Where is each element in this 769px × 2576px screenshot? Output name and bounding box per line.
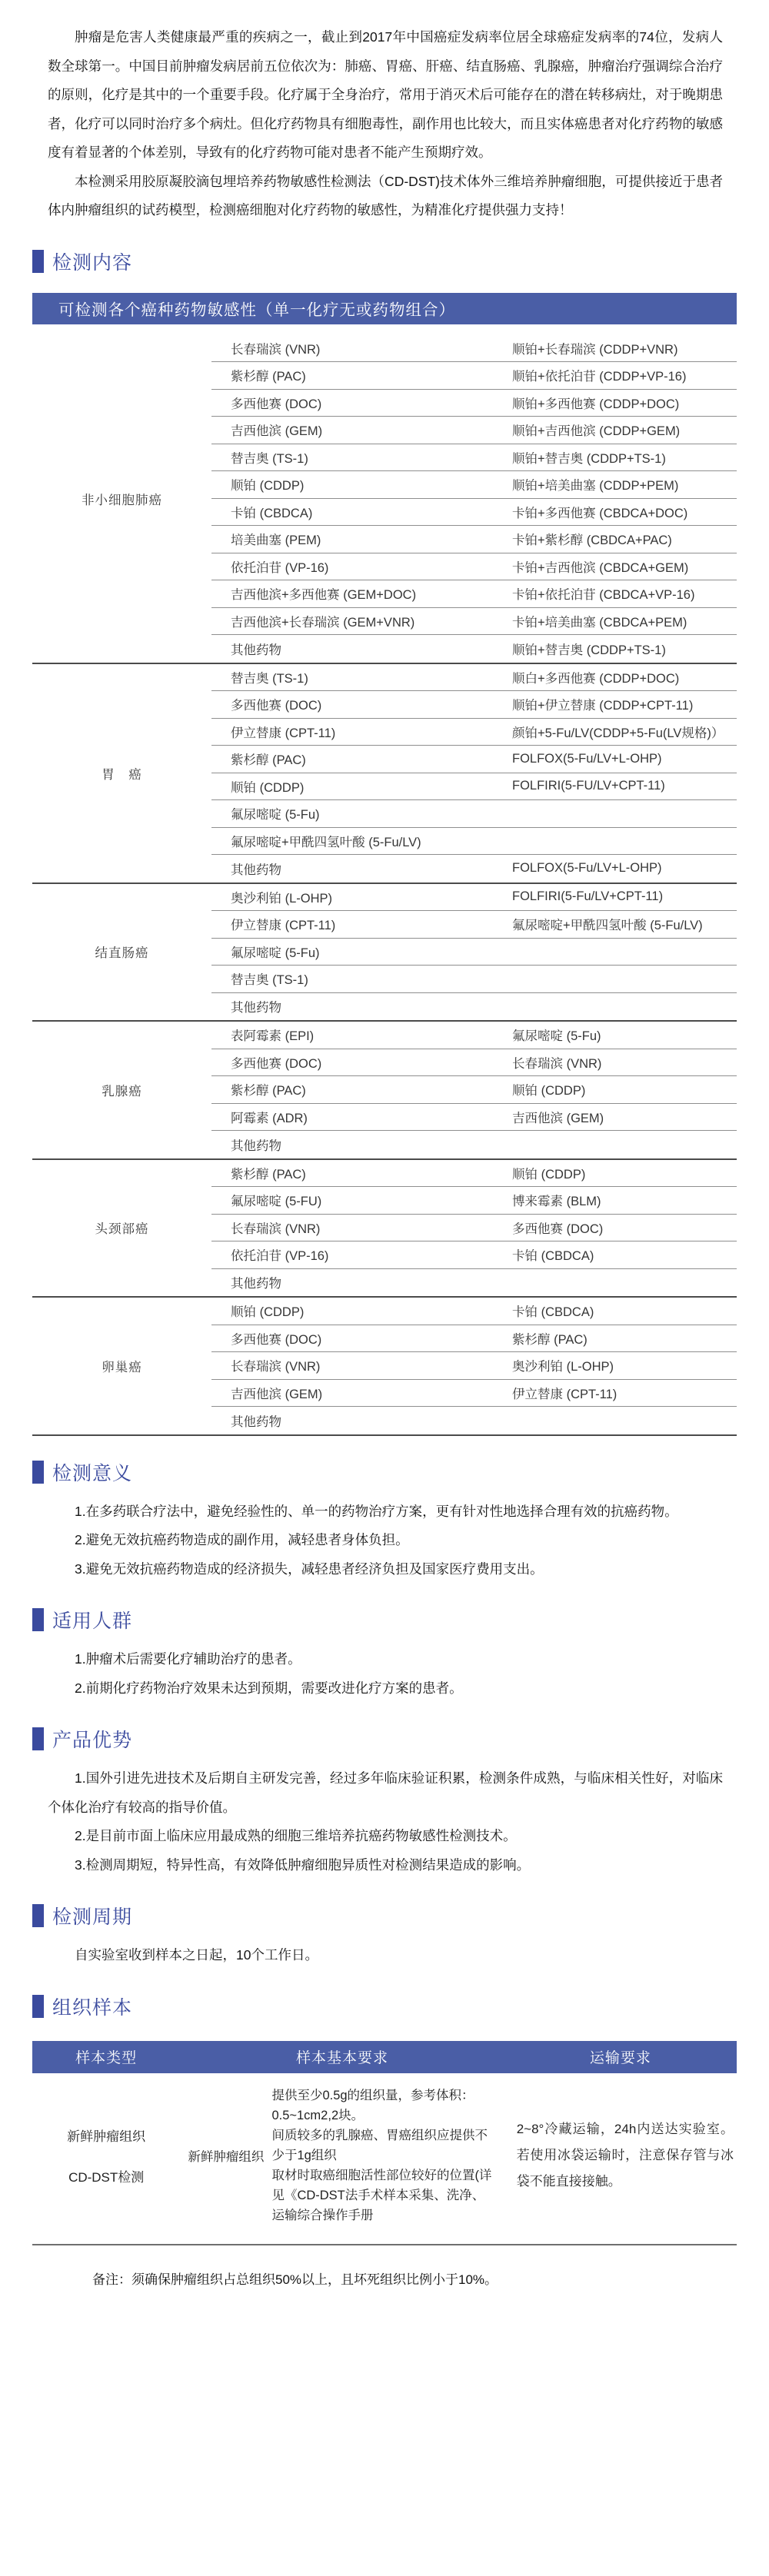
significance-item: 2.避免无效抗癌药物造成的副作用，减轻患者身体负担。 — [75, 1532, 409, 1547]
drug-table-row — [211, 390, 737, 417]
drug-single-cell: 奥沙利铂 (L-OHP) — [231, 891, 332, 906]
sample-requirement-line: 提供至少0.5g的组织量，参考体积： — [271, 2088, 474, 2102]
drug-table-row — [211, 719, 737, 746]
drug-combo-cell: 卡铂+依托泊苷 (CBDCA+VP-16) — [512, 588, 695, 603]
advantages-item: 3.检测周期短，特异性高，有效降低肿瘤细胞异质性对检测结果造成的影响。 — [75, 1856, 531, 1873]
drug-single-cell: 顺铂 (CDDP) — [231, 479, 305, 494]
drug-single-cell: 替吉奥 (TS-1) — [231, 671, 308, 686]
drug-single-cell: 氟尿嘧啶+甲酰四氢叶酸 (5-Fu/LV) — [231, 835, 421, 849]
drug-table-row — [211, 1022, 737, 1049]
drug-table-row — [211, 1325, 737, 1353]
drug-single-cell: 长春瑞滨 (VNR) — [231, 342, 321, 357]
drug-table-banner-text: 可检测各个癌种药物敏感性（单一化疗无或药物组合） — [58, 301, 455, 319]
drug-table-row — [211, 471, 737, 499]
drug-table-row — [211, 800, 737, 828]
drug-table-row — [211, 1049, 737, 1077]
drug-table-row — [211, 1104, 737, 1132]
sample-type-line1: 新鲜肿瘤组织 — [67, 2129, 146, 2144]
drug-table-row — [211, 608, 737, 636]
drug-table-row — [211, 773, 737, 801]
drug-combo-cell: 卡铂+多西他赛 (CBDCA+DOC) — [512, 506, 688, 520]
cancer-group — [32, 1020, 737, 1158]
drug-table-row — [211, 1241, 737, 1269]
section-title-text: 检测意义 — [52, 1462, 133, 1484]
sample-requirement-line: 取材时取癌细胞活性部位较好的位置(详见《CD-DST法手术样本采集、洗净、运输综合操作手册 — [271, 2168, 492, 2222]
section-title-audience — [32, 1608, 737, 1631]
section-title-text: 适用人群 — [52, 1610, 133, 1632]
drug-table-row — [211, 746, 737, 773]
sample-subtype-cell — [180, 2086, 271, 2225]
drug-table-row — [211, 1407, 737, 1434]
drug-single-cell: 氟尿嘧啶 (5-Fu) — [231, 808, 320, 823]
drug-table-row — [211, 691, 737, 719]
section-title-text: 组织样本 — [52, 1996, 133, 2019]
drug-table-row — [211, 828, 737, 856]
drug-table-row — [211, 635, 737, 663]
drug-single-cell: 其他药物 — [231, 1277, 281, 1291]
drug-combo-cell: 卡铂+吉西他滨 (CBDCA+GEM) — [512, 560, 689, 575]
drug-single-cell: 其他药物 — [231, 1138, 281, 1153]
drug-single-cell: 多西他赛 (DOC) — [231, 1056, 322, 1071]
drug-single-cell: 卡铂 (CBDCA) — [231, 506, 313, 520]
section-title-sample — [32, 1995, 737, 2018]
drug-single-cell: 其他药物 — [231, 1414, 281, 1429]
intro-paragraph-1: 肿瘤是危害人类健康最严重的疾病之一，截止到2017年中国癌症发病率位居全球癌症发病率的74位，发病人数全球第一。中国目前肿瘤发病居前五位依次为：肺癌、胃癌、肝癌、结直肠癌、乳腺癌，肿瘤治疗强调综合治疗的原则，化疗是其中的一个重要手段。化疗属于全身治疗，常用于消灭术后可能存在的潜在转移病灶，对于晚期患者，化疗可以同时治疗多个病灶。但化疗药物具有细胞毒性，副作用也比较大，而且实体癌患者对化疗药物的敏感度有着显著的个体差别，导致有的化疗药物可能对患者不能产生预期疗效。 — [48, 29, 723, 160]
drug-single-cell: 伊立替康 (CPT-11) — [231, 919, 336, 933]
drug-table-row — [211, 1269, 737, 1297]
drug-table-row — [211, 553, 737, 581]
section-bullet-icon — [32, 1608, 44, 1631]
drug-single-cell: 多西他赛 (DOC) — [231, 699, 322, 713]
drug-table-row — [211, 1131, 737, 1158]
cancer-group-rows — [211, 1022, 737, 1158]
drug-table-row — [211, 939, 737, 966]
sample-header-requirements: 样本基本要求 — [296, 2050, 389, 2066]
section-bullet-icon — [32, 1995, 44, 2018]
drug-single-cell: 其他药物 — [231, 1001, 281, 1015]
cancer-type-label: 结直肠癌 — [95, 946, 149, 961]
cancer-group — [32, 335, 737, 663]
footer-note: 备注：须确保肿瘤组织占总组织50%以上，且坏死组织比例小于10%。 — [92, 2272, 498, 2287]
audience-item: 2.前期化疗药物治疗效果未达到预期，需要改进化疗方案的患者。 — [75, 1680, 463, 1696]
drug-single-cell: 顺铂 (CDDP) — [231, 780, 305, 795]
drug-combo-cell: 氟尿嘧啶+甲酰四氢叶酸 (5-Fu/LV) — [512, 919, 703, 933]
advantages-item: 2.是目前市面上临床应用最成熟的细胞三维培养抗癌药物敏感性检测技术。 — [75, 1828, 517, 1843]
drug-combo-cell: 吉西他滨 (GEM) — [512, 1111, 604, 1125]
cancer-group — [32, 1296, 737, 1434]
section-bullet-icon — [32, 250, 44, 273]
sample-type-line2: CD-DST检测 — [68, 2169, 145, 2185]
advantages-items — [48, 1764, 723, 1880]
drug-table-row — [211, 1076, 737, 1104]
drug-table-banner — [32, 293, 737, 324]
drug-combo-cell: 卡铂+培美曲塞 (CBDCA+PEM) — [512, 615, 687, 630]
audience-items — [48, 1645, 723, 1703]
drug-single-cell: 阿霉素 (ADR) — [231, 1111, 308, 1125]
drug-table-row — [211, 335, 737, 363]
drug-single-cell: 表阿霉素 (EPI) — [231, 1029, 315, 1044]
significance-item: 3.避免无效抗癌药物造成的经济损失，减轻患者经济负担及国家医疗费用支出。 — [75, 1561, 544, 1577]
sample-requirement-line: 0.5~1cm2,2块。 — [271, 2108, 365, 2122]
drug-combo-cell: 顺铂 (CDDP) — [512, 1167, 586, 1182]
drug-combo-cell: FOLFIRI(5-Fu/LV+CPT-11) — [512, 889, 664, 904]
cycle-body — [48, 1941, 723, 1970]
section-title-significance — [32, 1461, 737, 1484]
drug-single-cell: 紫杉醇 (PAC) — [231, 1167, 306, 1182]
drug-single-cell: 氟尿嘧啶 (5-FU) — [231, 1195, 322, 1209]
drug-combo-cell: 顺铂+吉西他滨 (CDDP+GEM) — [512, 424, 681, 439]
audience-item: 1.肿瘤术后需要化疗辅助治疗的患者。 — [75, 1651, 301, 1667]
cancer-type-label: 非小细胞肺癌 — [82, 493, 162, 507]
cancer-type-label: 卵巢癌 — [102, 1360, 142, 1374]
section-title-advantages — [32, 1727, 737, 1750]
drug-single-cell: 紫杉醇 (PAC) — [231, 1084, 306, 1099]
section-title-content — [32, 250, 737, 273]
drug-combo-cell: 顺铂 (CDDP) — [512, 1084, 586, 1099]
drug-single-cell: 吉西他滨+长春瑞滨 (GEM+VNR) — [231, 615, 415, 630]
sample-requirements-cell — [271, 2086, 504, 2225]
drug-combo-cell: FOLFIRI(5-FU/LV+CPT-11) — [512, 779, 665, 793]
drug-combo-cell: 奥沙利铂 (L-OHP) — [512, 1360, 614, 1374]
section-bullet-icon — [32, 1904, 44, 1927]
cancer-group-rows — [211, 1160, 737, 1297]
drug-combo-cell: 博来霉素 (BLM) — [512, 1195, 601, 1209]
drug-combo-cell: 氟尿嘧啶 (5-Fu) — [512, 1029, 601, 1044]
intro-block — [32, 0, 737, 225]
drug-combo-cell: FOLFOX(5-Fu/LV+L-OHP) — [512, 861, 662, 876]
section-bullet-icon — [32, 1727, 44, 1750]
intro-paragraph-2: 本检测采用胶原凝胶滴包埋培养药物敏感性检测法（CD-DST)技术体外三维培养肿瘤细胞，可提供接近于患者体内肿瘤组织的试药模型，检测癌细胞对化疗药物的敏感性，为精准化疗提供强力支持！ — [48, 173, 723, 218]
drug-combo-cell: 顺铂+替吉奥 (CDDP+TS-1) — [512, 643, 666, 657]
drug-table-row — [211, 664, 737, 692]
drug-table-row — [211, 1187, 737, 1215]
drug-table-row — [211, 444, 737, 472]
drug-table-row — [211, 580, 737, 608]
drug-table-row — [211, 966, 737, 993]
advantages-item: 1.国外引进先进技术及后期自主研发完善，经过多年临床验证积累，检测条件成熟，与临床相关性好，对临床个体化治疗有较高的指导价值。 — [48, 1770, 723, 1815]
sample-table-header — [32, 2041, 737, 2073]
drug-combo-cell: 长春瑞滨 (VNR) — [512, 1056, 602, 1071]
section-title-text: 产品优势 — [52, 1730, 133, 1751]
drug-single-cell: 依托泊苷 (VP-16) — [231, 560, 329, 575]
drug-table-row — [211, 993, 737, 1021]
drug-table-row — [211, 362, 737, 390]
drug-table-row — [211, 1380, 737, 1408]
section-title-text: 检测内容 — [52, 251, 133, 274]
drug-combo-cell: FOLFOX(5-Fu/LV+L-OHP) — [512, 751, 662, 766]
drug-single-cell: 长春瑞滨 (VNR) — [231, 1222, 321, 1236]
cancer-type-label: 头颈部癌 — [95, 1222, 149, 1237]
sample-table-row — [32, 2073, 737, 2244]
drug-combo-cell: 紫杉醇 (PAC) — [512, 1332, 588, 1347]
drug-table-row — [211, 499, 737, 527]
drug-single-cell: 其他药物 — [231, 863, 281, 877]
cancer-group — [32, 882, 737, 1021]
drug-single-cell: 吉西他滨+多西他赛 (GEM+DOC) — [231, 588, 417, 603]
drug-table-row — [211, 884, 737, 912]
drug-combo-cell: 多西他赛 (DOC) — [512, 1222, 604, 1236]
drug-single-cell: 替吉奥 (TS-1) — [231, 973, 308, 988]
drug-table-row — [211, 911, 737, 939]
drug-single-cell: 顺铂 (CDDP) — [231, 1305, 305, 1320]
drug-table-row — [211, 1215, 737, 1242]
drug-single-cell: 替吉奥 (TS-1) — [231, 451, 308, 466]
sample-requirement-line: 间质较多的乳腺癌、胃癌组织应提供不少于1g组织 — [271, 2128, 488, 2162]
cancer-group-rows — [211, 1298, 737, 1434]
drug-combo-cell: 颜铂+5-Fu/LV(CDDP+5-Fu(LV规格)） — [512, 726, 724, 740]
cancer-type-label: 胃 癌 — [102, 767, 142, 782]
drug-table-row — [211, 1160, 737, 1188]
drug-single-cell: 吉西他滨 (GEM) — [231, 1387, 323, 1401]
drug-single-cell: 其他药物 — [231, 643, 281, 657]
drug-table-row — [211, 1352, 737, 1380]
sample-table — [32, 2041, 737, 2245]
drug-combo-cell: 顺铂+替吉奥 (CDDP+TS-1) — [512, 451, 666, 466]
cancer-group-rows — [211, 335, 737, 663]
sample-type-cell — [32, 2086, 180, 2225]
cancer-group-rows — [211, 884, 737, 1021]
drug-combo-cell: 顺铂+依托泊苷 (CDDP+VP-16) — [512, 370, 687, 384]
section-title-cycle — [32, 1904, 737, 1927]
drug-single-cell: 伊立替康 (CPT-11) — [231, 726, 336, 740]
sample-header-type: 样本类型 — [75, 2050, 138, 2066]
drug-single-cell: 吉西他滨 (GEM) — [231, 424, 323, 439]
sample-transport-cell — [504, 2086, 737, 2225]
drug-table-row — [211, 855, 737, 882]
significance-items — [48, 1497, 723, 1584]
drug-table-row — [211, 1298, 737, 1325]
cancer-group — [32, 1158, 737, 1297]
drug-single-cell: 紫杉醇 (PAC) — [231, 753, 306, 768]
drug-combo-cell: 伊立替康 (CPT-11) — [512, 1387, 618, 1401]
drug-combo-cell: 卡铂 (CBDCA) — [512, 1249, 594, 1264]
section-bullet-icon — [32, 1461, 44, 1484]
sample-header-transport: 运输要求 — [589, 2050, 651, 2066]
drug-combo-cell: 顺铂+培美曲塞 (CDDP+PEM) — [512, 479, 679, 494]
drug-single-cell: 依托泊苷 (VP-16) — [231, 1249, 329, 1264]
sample-subtype-text: 新鲜肿瘤组织 — [188, 2149, 265, 2164]
drug-single-cell: 多西他赛 (DOC) — [231, 397, 322, 411]
cancer-group — [32, 663, 737, 882]
drug-combo-cell: 顺铂+多西他赛 (CDDP+DOC) — [512, 397, 680, 411]
drug-single-cell: 紫杉醇 (PAC) — [231, 370, 306, 384]
drug-sensitivity-table — [32, 335, 737, 1436]
section-title-text: 检测周期 — [52, 1906, 133, 1928]
drug-single-cell: 长春瑞滨 (VNR) — [231, 1360, 321, 1374]
drug-combo-cell: 卡铂+紫杉醇 (CBDCA+PAC) — [512, 533, 672, 548]
drug-table-row — [211, 417, 737, 444]
drug-combo-cell: 卡铂 (CBDCA) — [512, 1305, 594, 1320]
cancer-type-label: 乳腺癌 — [102, 1084, 142, 1099]
drug-combo-cell: 顺白+多西他赛 (CDDP+DOC) — [512, 671, 680, 686]
significance-item: 1.在多药联合疗法中，避免经验性的、单一的药物治疗方案，更有针对性地选择合理有效的抗癌药物。 — [75, 1503, 678, 1519]
drug-combo-cell: 顺铂+伊立替康 (CDDP+CPT-11) — [512, 699, 694, 713]
drug-single-cell: 氟尿嘧啶 (5-Fu) — [231, 946, 320, 960]
sample-transport-text: 2~8°冷藏运输，24h内送达实验室。若使用冰袋运输时，注意保存管与冰袋不能直接接触。 — [516, 2121, 734, 2189]
drug-single-cell: 多西他赛 (DOC) — [231, 1332, 322, 1347]
cycle-text: 自实验室收到样本之日起，10个工作日。 — [75, 1947, 318, 1963]
drug-single-cell: 培美曲塞 (PEM) — [231, 533, 321, 548]
drug-combo-cell: 顺铂+长春瑞滨 (CDDP+VNR) — [512, 342, 678, 357]
cancer-group-rows — [211, 664, 737, 882]
drug-table-row — [211, 526, 737, 553]
